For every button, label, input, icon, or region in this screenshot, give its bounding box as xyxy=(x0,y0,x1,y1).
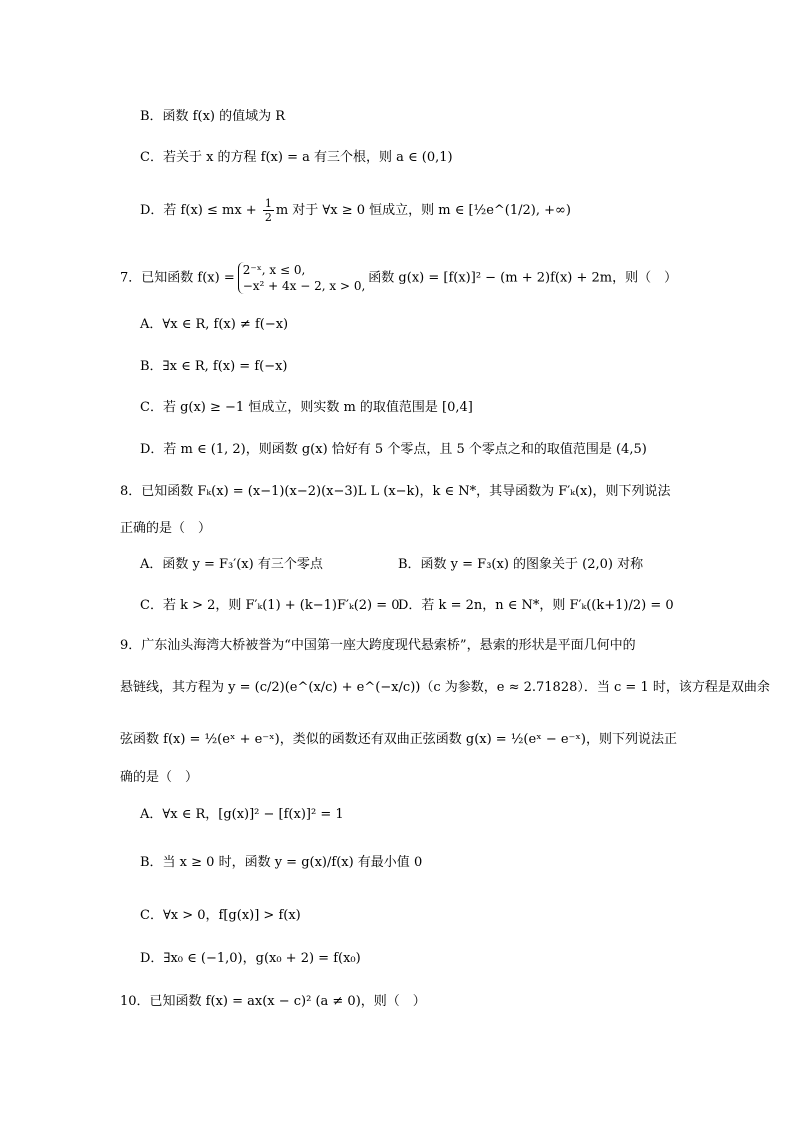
q6-option-d-prefix: D．若 f(x) ≤ mx + xyxy=(140,203,261,218)
q9-option-a: A．∀x ∈ R，[g(x)]² − [f(x)]² = 1 xyxy=(140,807,344,822)
q7-stem xyxy=(120,262,677,294)
q9-stem-line-1: 9．广东汕头海湾大桥被誉为“中国第一座大跨度现代悬索桥”，悬索的形状是平面几何中的 xyxy=(120,638,636,653)
q10-stem: 10．已知函数 f(x) = ax(x − c)² (a ≠ 0)，则（ ） xyxy=(120,994,426,1009)
q7-option-a: A．∀x ∈ R, f(x) ≠ f(−x) xyxy=(140,317,289,332)
q9-option-c: C．∀x > 0，f[g(x)] > f(x) xyxy=(140,908,301,923)
q6-option-c: C．若关于 x 的方程 f(x) = a 有三个根，则 a ∈ (0,1) xyxy=(140,150,453,165)
q7-piecewise xyxy=(238,262,366,294)
q9-stem-line-4: 确的是（ ） xyxy=(120,770,199,785)
q9-option-b: B．当 x ≥ 0 时，函数 y = g(x)/f(x) 有最小值 0 xyxy=(140,855,423,870)
q8-option-d: D．若 k = 2n，n ∈ N*，则 F′ₖ((k+1)/2) = 0 xyxy=(398,598,674,613)
q8-option-a: A．函数 y = F₃′(x) 有三个零点 xyxy=(140,557,323,572)
q9-stem-line-3: 弦函数 f(x) = ½(eˣ + e⁻ˣ)，类似的函数还有双曲正弦函数 g(x) = ½(eˣ − e⁻ˣ)，则下列说法正 xyxy=(120,732,678,747)
q6-option-d-range: [½e^(1/2), +∞) xyxy=(468,203,571,218)
q7-stem-suffix: 函数 g(x) = [f(x)]² − (m + 2)f(x) + 2m，则（ ） xyxy=(368,270,678,286)
q8-option-c: C．若 k > 2，则 F′ₖ(1) + (k−1)F′ₖ(2) = 0 xyxy=(140,598,400,613)
q7-case-2: −x² + 4x − 2, x > 0, xyxy=(242,279,366,293)
q8-stem-line-2: 正确的是（ ） xyxy=(120,521,212,536)
q6-option-b: B．函数 f(x) 的值域为 R xyxy=(140,109,286,124)
q7-option-b: B．∃x ∈ R, f(x) = f(−x) xyxy=(140,359,288,374)
q6-option-d-middle: m 对于 ∀x ≥ 0 恒成立，则 m ∈ xyxy=(275,203,469,218)
q7-stem-prefix: 7．已知函数 f(x) = xyxy=(120,270,235,286)
q7-option-c: C．若 g(x) ≥ −1 恒成立，则实数 m 的取值范围是 [0,4] xyxy=(140,400,473,415)
q9-stem-line-2: 悬链线，其方程为 y = (c/2)(e^(x/c) + e^(−x/c))（c 为参数，e ≈ 2.71828）．当 c = 1 时，该方程是双曲余 xyxy=(120,680,770,695)
fraction-numerator: 1 xyxy=(264,197,272,210)
q6-option-d xyxy=(140,197,571,224)
q7-option-d: D．若 m ∈ (1, 2)，则函数 g(x) 恰好有 5 个零点，且 5 个零点之和的取值范围是 (4,5) xyxy=(140,442,647,457)
q9-option-d: D．∃x₀ ∈ (−1,0)，g(x₀ + 2) = f(x₀) xyxy=(140,951,361,966)
q8-stem-line-1: 8．已知函数 Fₖ(x) = (x−1)(x−2)(x−3)L L (x−k)，k ∈ N*，其导函数为 F′ₖ(x)，则下列说法 xyxy=(120,484,671,499)
q8-option-b: B．函数 y = F₃(x) 的图象关于 (2,0) 对称 xyxy=(398,557,644,572)
q6-option-d-fraction xyxy=(263,197,274,224)
q7-case-1: 2⁻ˣ, x ≤ 0, xyxy=(242,263,306,277)
fraction-denominator: 2 xyxy=(264,211,272,224)
